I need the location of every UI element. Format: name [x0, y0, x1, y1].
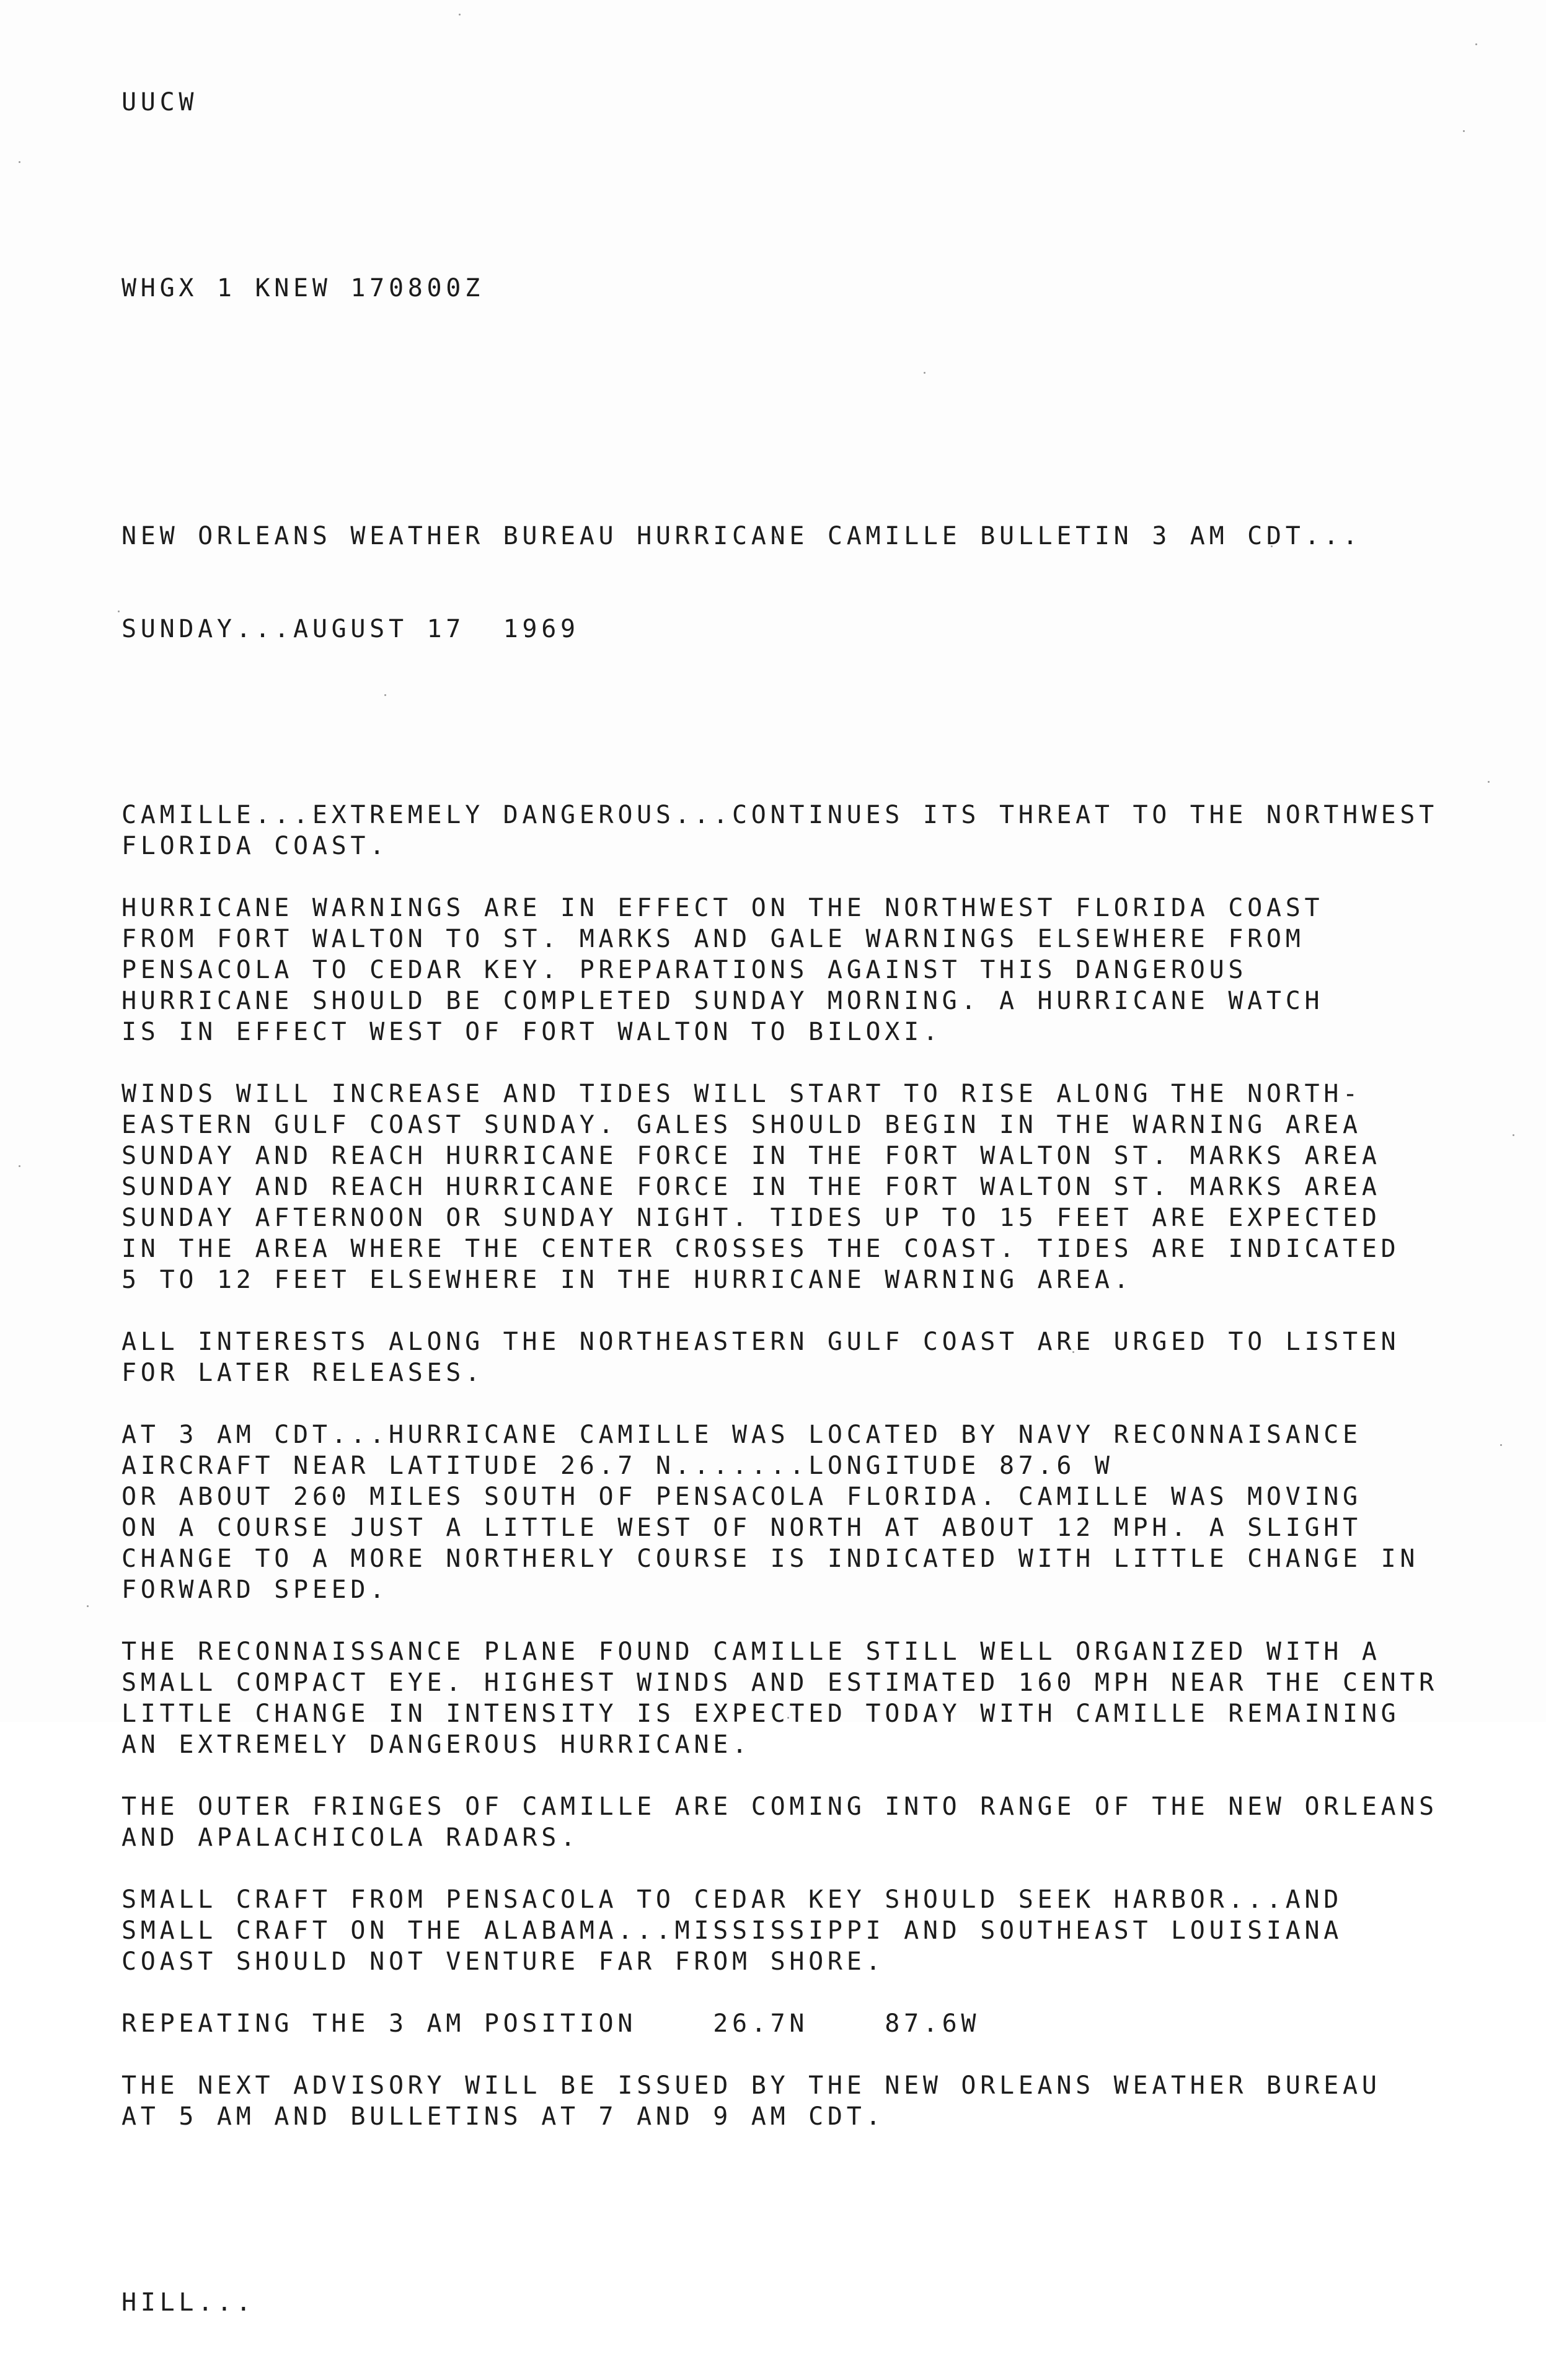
spacer — [121, 862, 1522, 892]
bulletin-paragraph — [121, 892, 1522, 1047]
paragraph-line: IS IN EFFECT WEST OF FORT WALTON TO BILOXI. — [121, 1018, 942, 1046]
bulletin-paragraph — [121, 1419, 1522, 1605]
title-line: NEW ORLEANS WEATHER BUREAU HURRICANE CAMILLE BULLETIN 3 AM CDT... — [121, 522, 1362, 550]
paragraph-line: CHANGE TO A MORE NORTHERLY COURSE IS INDICATED WITH LITTLE CHANGE IN — [121, 1545, 1420, 1573]
paragraph-line: IN THE AREA WHERE THE CENTER CROSSES THE COAST. TIDES ARE INDICATED — [121, 1235, 1400, 1263]
bulletin-paragraph — [121, 1326, 1522, 1388]
bulletin-paragraph — [121, 1636, 1522, 1760]
spacer — [121, 1760, 1522, 1791]
paragraph-line: 5 TO 12 FEET ELSEWHERE IN THE HURRICANE WARNING AREA. — [121, 1266, 1133, 1294]
signature: HILL... — [121, 2288, 255, 2317]
spacer — [121, 180, 1522, 211]
noise-speck — [459, 14, 461, 15]
paragraph-line: SMALL COMPACT EYE. HIGHEST WINDS AND ESTIMATED 160 MPH NEAR THE CENTR — [121, 1668, 1438, 1697]
paragraph-line: OR ABOUT 260 MILES SOUTH OF PENSACOLA FLORIDA. CAMILLE WAS MOVING — [121, 1483, 1362, 1511]
paragraph-line: AIRCRAFT NEAR LATITUDE 26.7 N.......LONGITUDE 87.6 W — [121, 1452, 1114, 1480]
bulletin-body — [121, 769, 1522, 2132]
bulletin-title — [121, 459, 1522, 707]
paragraph-line: SMALL CRAFT FROM PENSACOLA TO CEDAR KEY SHOULD SEEK HARBOR...AND — [121, 1885, 1343, 1914]
paragraph-line: CAMILLE...EXTREMELY DANGEROUS...CONTINUES ITS THREAT TO THE NORTHWEST — [121, 801, 1438, 829]
paragraph-line: ON A COURSE JUST A LITTLE WEST OF NORTH AT ABOUT 12 MPH. A SLIGHT — [121, 1514, 1362, 1542]
paragraph-line: THE NEXT ADVISORY WILL BE ISSUED BY THE NEW ORLEANS WEATHER BUREAU — [121, 2071, 1381, 2100]
bulletin-text — [121, 25, 1522, 2380]
paragraph-line: HURRICANE SHOULD BE COMPLETED SUNDAY MORNING. A HURRICANE WATCH — [121, 987, 1324, 1015]
paragraph-line: SMALL CRAFT ON THE ALABAMA...MISSISSIPPI AND SOUTHEAST LOUISIANA — [121, 1916, 1343, 1945]
spacer — [121, 1047, 1522, 1078]
paragraph-line: THE OUTER FRINGES OF CAMILLE ARE COMING INTO RANGE OF THE NEW ORLEANS — [121, 1792, 1438, 1821]
paragraph-line: WINDS WILL INCREASE AND TIDES WILL START TO RISE ALONG THE NORTH- — [121, 1080, 1362, 1108]
paragraph-line: SUNDAY AFTERNOON OR SUNDAY NIGHT. TIDES UP TO 15 FEET ARE EXPECTED — [121, 1204, 1381, 1232]
paragraph-line: SUNDAY AND REACH HURRICANE FORCE IN THE FORT WALTON ST. MARKS AREA — [121, 1173, 1381, 1201]
bulletin-paragraph — [121, 1078, 1522, 1295]
paragraph-line: FROM FORT WALTON TO ST. MARKS AND GALE WARNINGS ELSEWHERE FROM — [121, 925, 1305, 953]
spacer — [121, 366, 1522, 397]
paragraph-line: LITTLE CHANGE IN INTENSITY IS EXPECTED TODAY WITH CAMILLE REMAINING — [121, 1699, 1400, 1728]
paragraph-line: FLORIDA COAST. — [121, 832, 389, 860]
paragraph-line: FOR LATER RELEASES. — [121, 1359, 484, 1387]
spacer — [121, 2194, 1522, 2225]
noise-speck — [118, 610, 120, 612]
spacer — [121, 1388, 1522, 1419]
noise-speck — [19, 161, 20, 163]
bulletin-paragraph — [121, 1884, 1522, 1977]
spacer — [121, 1977, 1522, 2008]
paragraph-line: HURRICANE WARNINGS ARE IN EFFECT ON THE NORTHWEST FLORIDA COAST — [121, 894, 1324, 922]
noise-speck — [19, 1165, 20, 1167]
paragraph-line: FORWARD SPEED. — [121, 1576, 389, 1604]
paragraph-line: PENSACOLA TO CEDAR KEY. PREPARATIONS AGAINST THIS DANGEROUS — [121, 956, 1248, 984]
spacer — [121, 769, 1522, 800]
noise-speck — [87, 1605, 89, 1607]
spacer — [121, 1605, 1522, 1636]
paragraph-line: THE RECONNAISSANCE PLANE FOUND CAMILLE STILL WELL ORGANIZED WITH A — [121, 1637, 1381, 1666]
spacer — [121, 1295, 1522, 1326]
paragraph-line: REPEATING THE 3 AM POSITION 26.7N 87.6W — [121, 2009, 981, 2038]
bulletin-paragraph — [121, 2070, 1522, 2132]
paragraph-line: EASTERN GULF COAST SUNDAY. GALES SHOULD BEGIN IN THE WARNING AREA — [121, 1111, 1362, 1139]
spacer — [121, 2039, 1522, 2070]
paragraph-line: AT 5 AM AND BULLETINS AT 7 AND 9 AM CDT. — [121, 2102, 885, 2131]
paragraph-line: SUNDAY AND REACH HURRICANE FORCE IN THE FORT WALTON ST. MARKS AREA — [121, 1142, 1381, 1170]
bulletin-paragraph — [121, 800, 1522, 862]
bulletin-paragraph — [121, 1791, 1522, 1853]
message-header: WHGX 1 KNEW 170800Z — [121, 274, 484, 302]
routing-code: UUCW — [121, 88, 198, 117]
bulletin-paragraph — [121, 2008, 1522, 2039]
paragraph-line: ALL INTERESTS ALONG THE NORTHEASTERN GULF COAST ARE URGED TO LISTEN — [121, 1328, 1400, 1356]
title-line: SUNDAY...AUGUST 17 1969 — [121, 615, 580, 643]
paragraph-line: COAST SHOULD NOT VENTURE FAR FROM SHORE. — [121, 1947, 885, 1976]
paragraph-line: AND APALACHICOLA RADARS. — [121, 1823, 580, 1852]
spacer — [121, 1853, 1522, 1884]
paragraph-line: AN EXTREMELY DANGEROUS HURRICANE. — [121, 1730, 751, 1759]
paragraph-line: AT 3 AM CDT...HURRICANE CAMILLE WAS LOCATED BY NAVY RECONNAISANCE — [121, 1421, 1362, 1449]
